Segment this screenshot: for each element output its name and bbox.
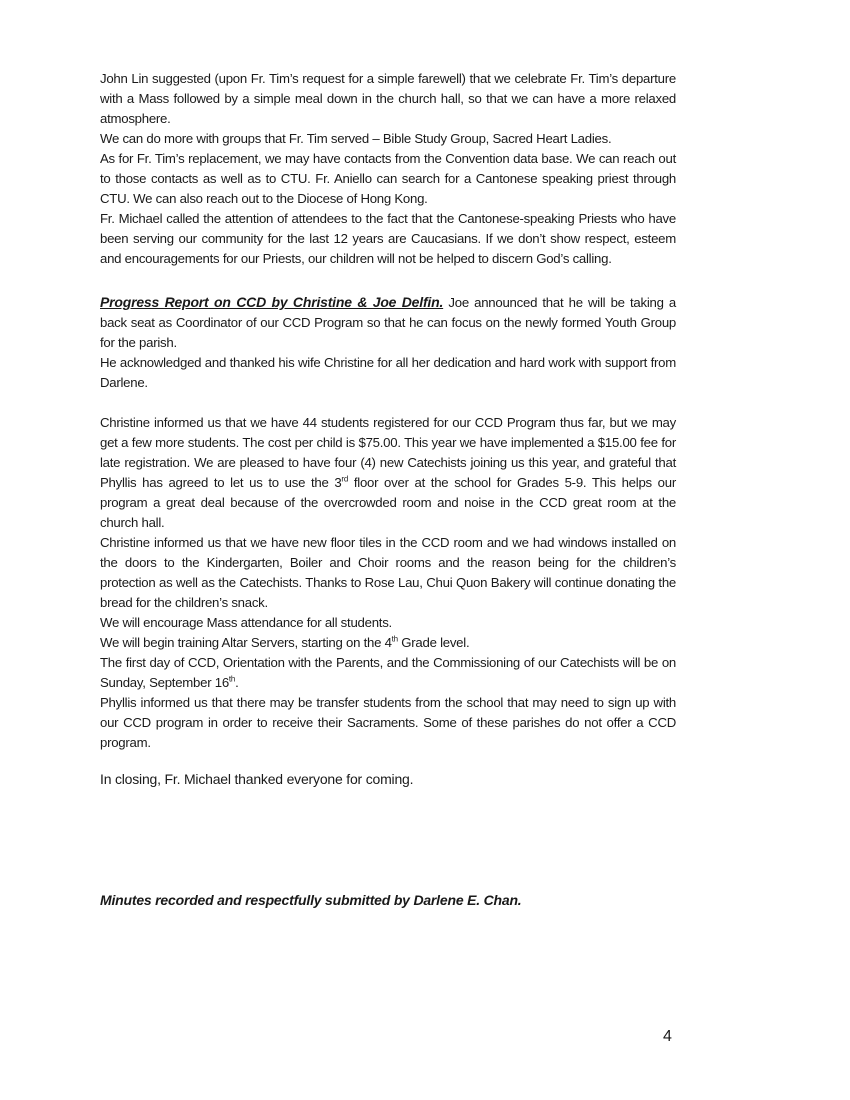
paragraph-transfer-students: Phyllis informed us that there may be transfer students from the school that may need to sign up with our CCD program in order to receive their Sacraments. Some of these parishes do not offer a CCD program. bbox=[100, 695, 676, 750]
paragraph-first-day: The first day of CCD, Orientation with the Parents, and the Commissioning of our Catechists will be on Sunday, September 16th. bbox=[100, 655, 676, 690]
minutes-signoff: Minutes recorded and respectfully submitted by Darlene E. Chan. bbox=[100, 892, 522, 908]
farewell-section bbox=[100, 69, 676, 753]
paragraph-groups: We can do more with groups that Fr. Tim served – Bible Study Group, Sacred Heart Ladies. bbox=[100, 131, 612, 146]
page-number: 4 bbox=[663, 1028, 672, 1045]
paragraph-ccd-intro bbox=[100, 292, 676, 353]
paragraph-acknowledgement: He acknowledged and thanked his wife Christine for all her dedication and hard work with support from Darlene. bbox=[100, 355, 676, 390]
paragraph-replacement: As for Fr. Tim’s replacement, we may have contacts from the Convention data base. We can reach out to those contacts as well as to CTU. Fr. Aniello can search for a Cantonese speaking priest through CTU. We can also reach out to the Diocese of Hong Kong. bbox=[100, 151, 676, 206]
paragraph-priests-respect: Fr. Michael called the attention of attendees to the fact that the Cantonese-speaking Priests who have been serving our community for the last 12 years are Caucasians. If we don’t show respect, esteem and encouragements for our Priests, our children will not be helped to discern God’s calling. bbox=[100, 211, 676, 266]
paragraph-altar-servers: We will begin training Altar Servers, starting on the 4th Grade level. bbox=[100, 634, 470, 650]
paragraph-registration: Christine informed us that we have 44 students registered for our CCD Program thus far, but we may get a few more students. The cost per child is $75.00. This year we have implemented a $15.00 fee for late registration. We are pleased to have four (4) new Catechists joining us this year, and grateful that Phyllis has agreed to let us to use the 3rd floor over at the school for Grades 5-9. This helps our program a great deal because of the overcrowded room and noise in the CCD great room at the church hall. bbox=[100, 415, 676, 530]
paragraph-mass-attendance: We will encourage Mass attendance for all students. bbox=[100, 615, 392, 630]
ccd-intro-text: Joe announced that he will be taking a back seat as Coordinator of our CCD Program so that he can focus on the newly formed Youth Group for the parish. bbox=[100, 295, 676, 350]
paragraph-farewell-mass: John Lin suggested (upon Fr. Tim’s request for a simple farewell) that we celebrate Fr. Tim’s departure with a Mass followed by a simple meal down in the church hall, so that we can have a more relaxed atmosphere. bbox=[100, 71, 676, 126]
paragraph-floor-tiles: Christine informed us that we have new floor tiles in the CCD room and we had windows installed on the doors to the Kindergarten, Boiler and Choir rooms and the reason being for the children’s protection as well as the Catechists. Thanks to Rose Lau, Chui Quon Bakery will continue donating the bread for the children’s snack. bbox=[100, 535, 676, 610]
closing-text: In closing, Fr. Michael thanked everyone for coming. bbox=[100, 771, 414, 787]
ccd-heading: Progress Report on CCD by Christine & Joe Delfin. bbox=[100, 294, 444, 310]
